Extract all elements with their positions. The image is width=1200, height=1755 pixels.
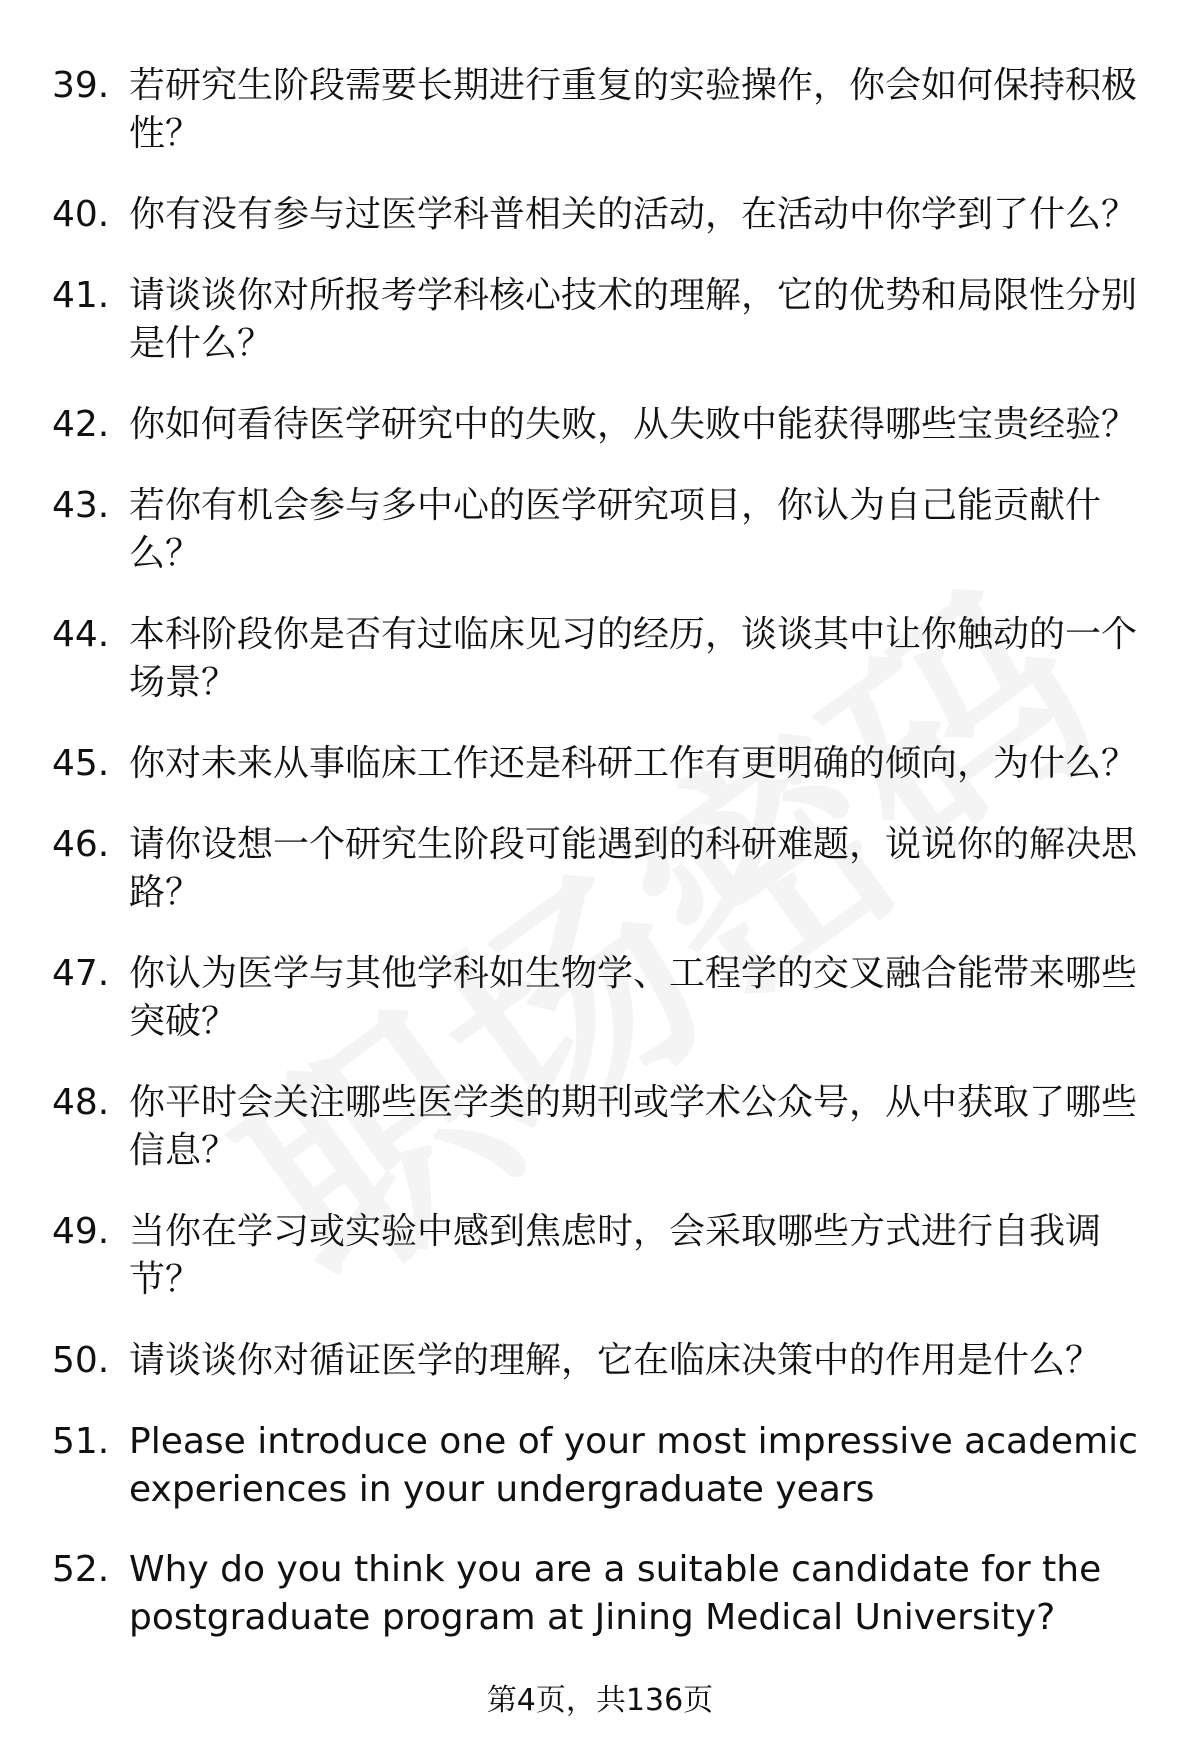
question-number: 41. (52, 275, 110, 316)
question-item (52, 740, 1152, 788)
question-item (52, 62, 1152, 158)
question-item (52, 482, 1152, 578)
question-number: 47. (52, 953, 110, 994)
question-number: 51. (52, 1421, 110, 1462)
question-number: 43. (52, 485, 110, 526)
question-text: 你如何看待医学研究中的失败，从失败中能获得哪些宝贵经验？ (129, 404, 1138, 445)
question-text: 请谈谈你对循证医学的理解，它在临床决策中的作用是什么？ (129, 1340, 1102, 1381)
question-number: 52. (52, 1549, 110, 1590)
question-item (52, 821, 1152, 917)
question-text: 当你在学习或实验中感到焦虑时，会采取哪些方式进行自我调节？ (129, 1211, 1102, 1300)
question-item (52, 191, 1152, 239)
question-item (52, 401, 1152, 449)
question-text: 若研究生阶段需要长期进行重复的实验操作，你会如何保持积极性？ (129, 65, 1138, 154)
page-number-footer: 第4页，共136页 (486, 1683, 714, 1718)
question-item (52, 1208, 1152, 1304)
question-item (52, 1079, 1152, 1175)
question-number: 45. (52, 743, 110, 784)
question-text: 你认为医学与其他学科如生物学、工程学的交叉融合能带来哪些突破？ (129, 953, 1138, 1042)
question-number: 50. (52, 1340, 110, 1381)
question-item (52, 272, 1152, 368)
question-text: 本科阶段你是否有过临床见习的经历，谈谈其中让你触动的一个场景？ (129, 614, 1138, 703)
question-list (52, 62, 1152, 1642)
question-number: 46. (52, 824, 110, 865)
question-item (52, 611, 1152, 707)
question-text: 你对未来从事临床工作还是科研工作有更明确的倾向，为什么？ (129, 743, 1138, 784)
question-text: 你有没有参与过医学科普相关的活动，在活动中你学到了什么？ (129, 194, 1138, 235)
question-number: 44. (52, 614, 110, 655)
question-text: 请谈谈你对所报考学科核心技术的理解，它的优势和局限性分别是什么？ (129, 275, 1138, 364)
question-text: Why do you think you are a suitable candidate for the postgraduate program at Jining Medical University? (129, 1549, 1102, 1638)
question-item (52, 1418, 1152, 1514)
question-number: 48. (52, 1082, 110, 1123)
question-number: 42. (52, 404, 110, 445)
question-item (52, 950, 1152, 1046)
question-text: 若你有机会参与多中心的医学研究项目，你认为自己能贡献什么？ (129, 485, 1102, 574)
question-text: Please introduce one of your most impressive academic experiences in your undergraduate years (129, 1421, 1138, 1510)
question-item (52, 1546, 1152, 1642)
question-item (52, 1337, 1152, 1385)
question-number: 40. (52, 194, 110, 235)
question-number: 49. (52, 1211, 110, 1252)
question-text: 请你设想一个研究生阶段可能遇到的科研难题，说说你的解决思路？ (129, 824, 1138, 913)
question-number: 39. (52, 65, 110, 106)
question-text: 你平时会关注哪些医学类的期刊或学术公众号，从中获取了哪些信息？ (129, 1082, 1138, 1171)
